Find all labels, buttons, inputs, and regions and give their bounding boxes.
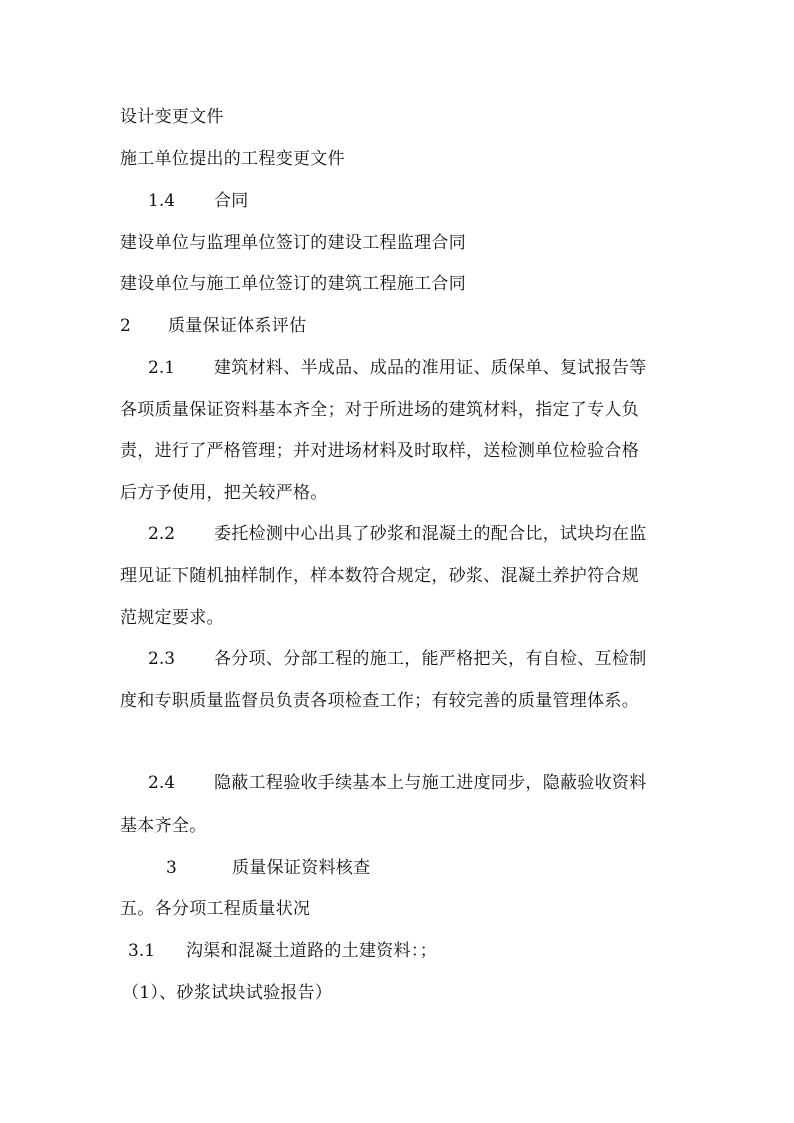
section-number: 3 — [166, 858, 177, 878]
paragraph-line: 各项质量保证资料基本齐全；对于所进场的建筑材料，指定了专人负 — [120, 400, 639, 420]
list-item: （1）、砂浆试块试验报告） — [122, 983, 333, 1003]
paragraph-line: 范规定要求。 — [120, 608, 224, 628]
section-number: 2 — [120, 316, 131, 336]
paragraph-line: 基本齐全。 — [120, 816, 207, 836]
text-line: 施工单位提出的工程变更文件 — [120, 149, 345, 169]
text-line: 设计变更文件 — [120, 107, 224, 127]
section-heading: 质量保证体系评估 — [168, 316, 307, 336]
section-number: 3.1 — [128, 941, 156, 961]
paragraph-line: 隐蔽工程验收手续基本上与施工进度同步，隐蔽验收资料 — [214, 773, 647, 793]
paragraph-line: 度和专职质量监督员负责各项检查工作；有较完善的质量管理体系。 — [120, 691, 639, 711]
text-line: 建设单位与监理单位签订的建设工程监理合同 — [120, 233, 466, 253]
paragraph-line: 后方予使用，把关较严格。 — [120, 483, 328, 503]
paragraph-line: 建筑材料、半成品、成品的准用证、质保单、复试报告等 — [214, 358, 647, 378]
paragraph-number: 2.2 — [148, 524, 176, 544]
section-heading: 质量保证资料核查 — [232, 858, 371, 878]
paragraph-line: 委托检测中心出具了砂浆和混凝土的配合比，试块均在监 — [214, 524, 647, 544]
paragraph-number: 2.4 — [148, 773, 176, 793]
section-heading: 沟渠和混凝土道路的土建资料：； — [186, 941, 437, 961]
paragraph-line: 各分项、分部工程的施工，能严格把关，有自检、互检制 — [214, 649, 647, 669]
section-heading: 合同 — [214, 191, 249, 211]
paragraph-number: 2.3 — [148, 649, 176, 669]
chapter-heading: 五。各分项工程质量状况 — [120, 899, 311, 919]
paragraph-line: 理见证下随机抽样制作，样本数符合规定，砂浆、混凝土养护符合规 — [120, 566, 639, 586]
text-line: 建设单位与施工单位签订的建筑工程施工合同 — [120, 274, 466, 294]
section-number: 1.4 — [148, 191, 176, 211]
paragraph-number: 2.1 — [148, 358, 176, 378]
paragraph-line: 责，进行了严格管理；并对进场材料及时取样，送检测单位检验合格 — [120, 441, 639, 461]
